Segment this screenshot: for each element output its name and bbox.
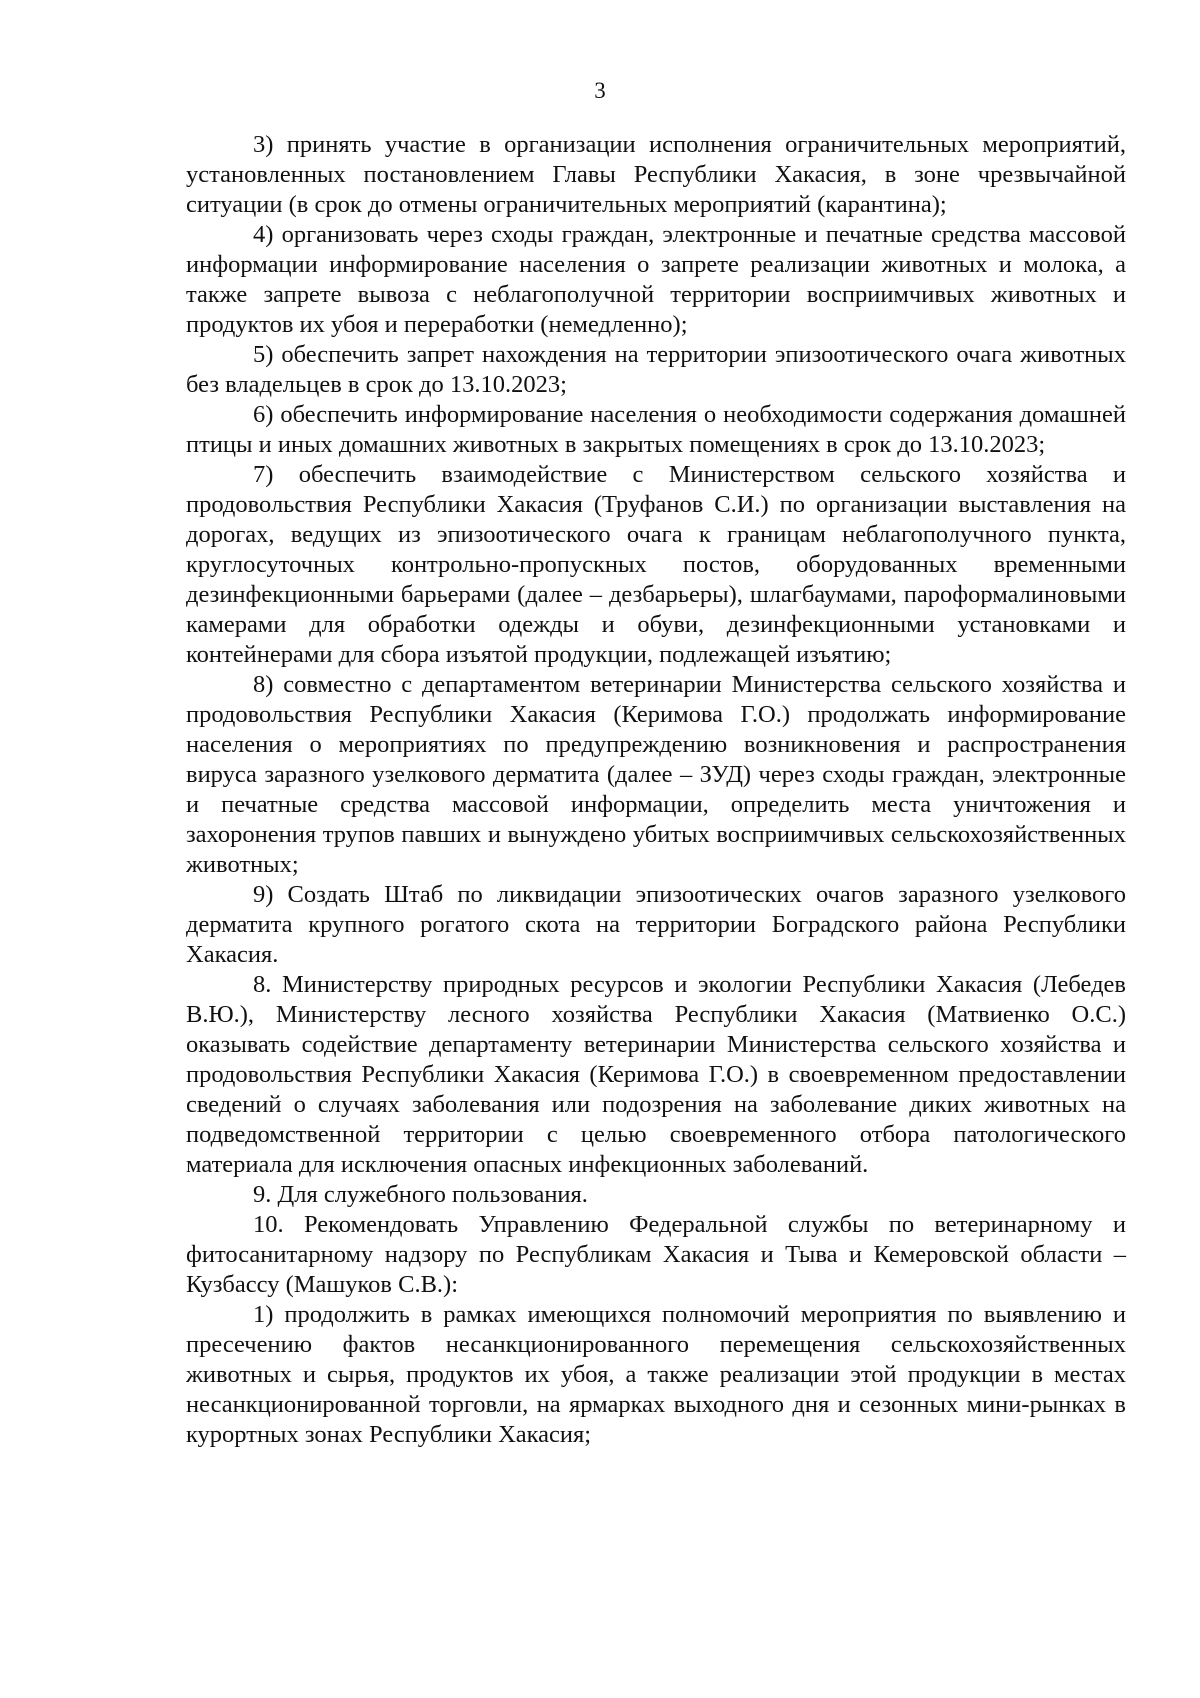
page-number: 3 — [594, 78, 606, 103]
paragraph-item-9-official-use: 9. Для служебного пользования. — [253, 1181, 588, 1208]
paragraph-3-participate: 3) принять участие в организации исполнения ограничительных мероприятий, установленных постановлением Главы Республики Хакасия, в зоне чрезвычайной ситуации (в срок до отмены ограничительных мероприятий (карантина); — [186, 131, 1126, 218]
paragraph-8-veterinary: 8) совместно с департаментом ветеринарии Министерства сельского хозяйства и продовольствия Республики Хакасия (Керимова Г.О.) продолжать информирование населения о мероприятиях по предупреждению возникновения и распространения вируса заразного узелкового дерматита (далее – ЗУД) через сходы граждан, электронные и печатные средства массовой информации, определить места уничтожения и захоронения трупов павших и вынуждено убитых восприимчивых сельскохозяйственных животных; — [186, 671, 1126, 878]
paragraph-10-1-continue: 1) продолжить в рамках имеющихся полномочий мероприятия по выявлению и пресечению фактов несанкционированного перемещения сельскохозяйственных животных и сырья, продуктов их убоя, а также реализации этой продукции в местах несанкционированной торговли, на ярмарках выходного дня и сезонных мини-рынках в курортных зонах Республики Хакасия; — [186, 1301, 1126, 1448]
paragraph-7-checkpoints: 7) обеспечить взаимодействие с Министерством сельского хозяйства и продовольствия Республики Хакасия (Труфанов С.И.) по организации выставления на дорогах, ведущих из эпизоотического очага к границам неблагополучного пункта, круглосуточных контрольно-пропускных постов, оборудованных временными дезинфекционными барьерами (далее – дезбарьеры), шлагбаумами, пароформалиновыми камерами для обработки одежды и обуви, дезинфекционными установками и контейнерами для сбора изъятой продукции, подлежащей изъятию; — [186, 461, 1126, 668]
paragraph-5-stray-animals: 5) обеспечить запрет нахождения на территории эпизоотического очага животных без владельцев в срок до 13.10.2023; — [186, 341, 1126, 398]
paragraph-item-10-recommend: 10. Рекомендовать Управлению Федеральной службы по ветеринарному и фитосанитарному надзору по Республикам Хакасия и Тыва и Кемеровской области – Кузбассу (Машуков С.В.): — [186, 1211, 1126, 1298]
paragraph-9-headquarters: 9) Создать Штаб по ликвидации эпизоотических очагов заразного узелкового дерматита крупного рогатого скота на территории Боградского района Республики Хакасия. — [186, 881, 1126, 968]
paragraph-4-inform-ban: 4) организовать через сходы граждан, электронные и печатные средства массовой информации информирование населения о запрете реализации животных и молока, а также запрете вывоза с неблагополучной территории восприимчивых животных и продуктов их убоя и переработки (немедленно); — [186, 221, 1126, 338]
paragraph-item-8-ministries: 8. Министерству природных ресурсов и экологии Республики Хакасия (Лебедев В.Ю.), Министерству лесного хозяйства Республики Хакасия (Матвиенко О.С.) оказывать содействие департаменту ветеринарии Министерства сельского хозяйства и продовольствия Республики Хакасия (Керимова Г.О.) в своевременном предоставлении сведений о случаях заболевания или подозрения на заболевание диких животных на подведомственной территории с целью своевременного отбора патологического материала для исключения опасных инфекционных заболеваний. — [186, 971, 1126, 1178]
paragraph-6-poultry: 6) обеспечить информирование населения о необходимости содержания домашней птицы и иных домашних животных в закрытых помещениях в срок до 13.10.2023; — [186, 401, 1126, 458]
document-body — [186, 130, 1126, 1450]
